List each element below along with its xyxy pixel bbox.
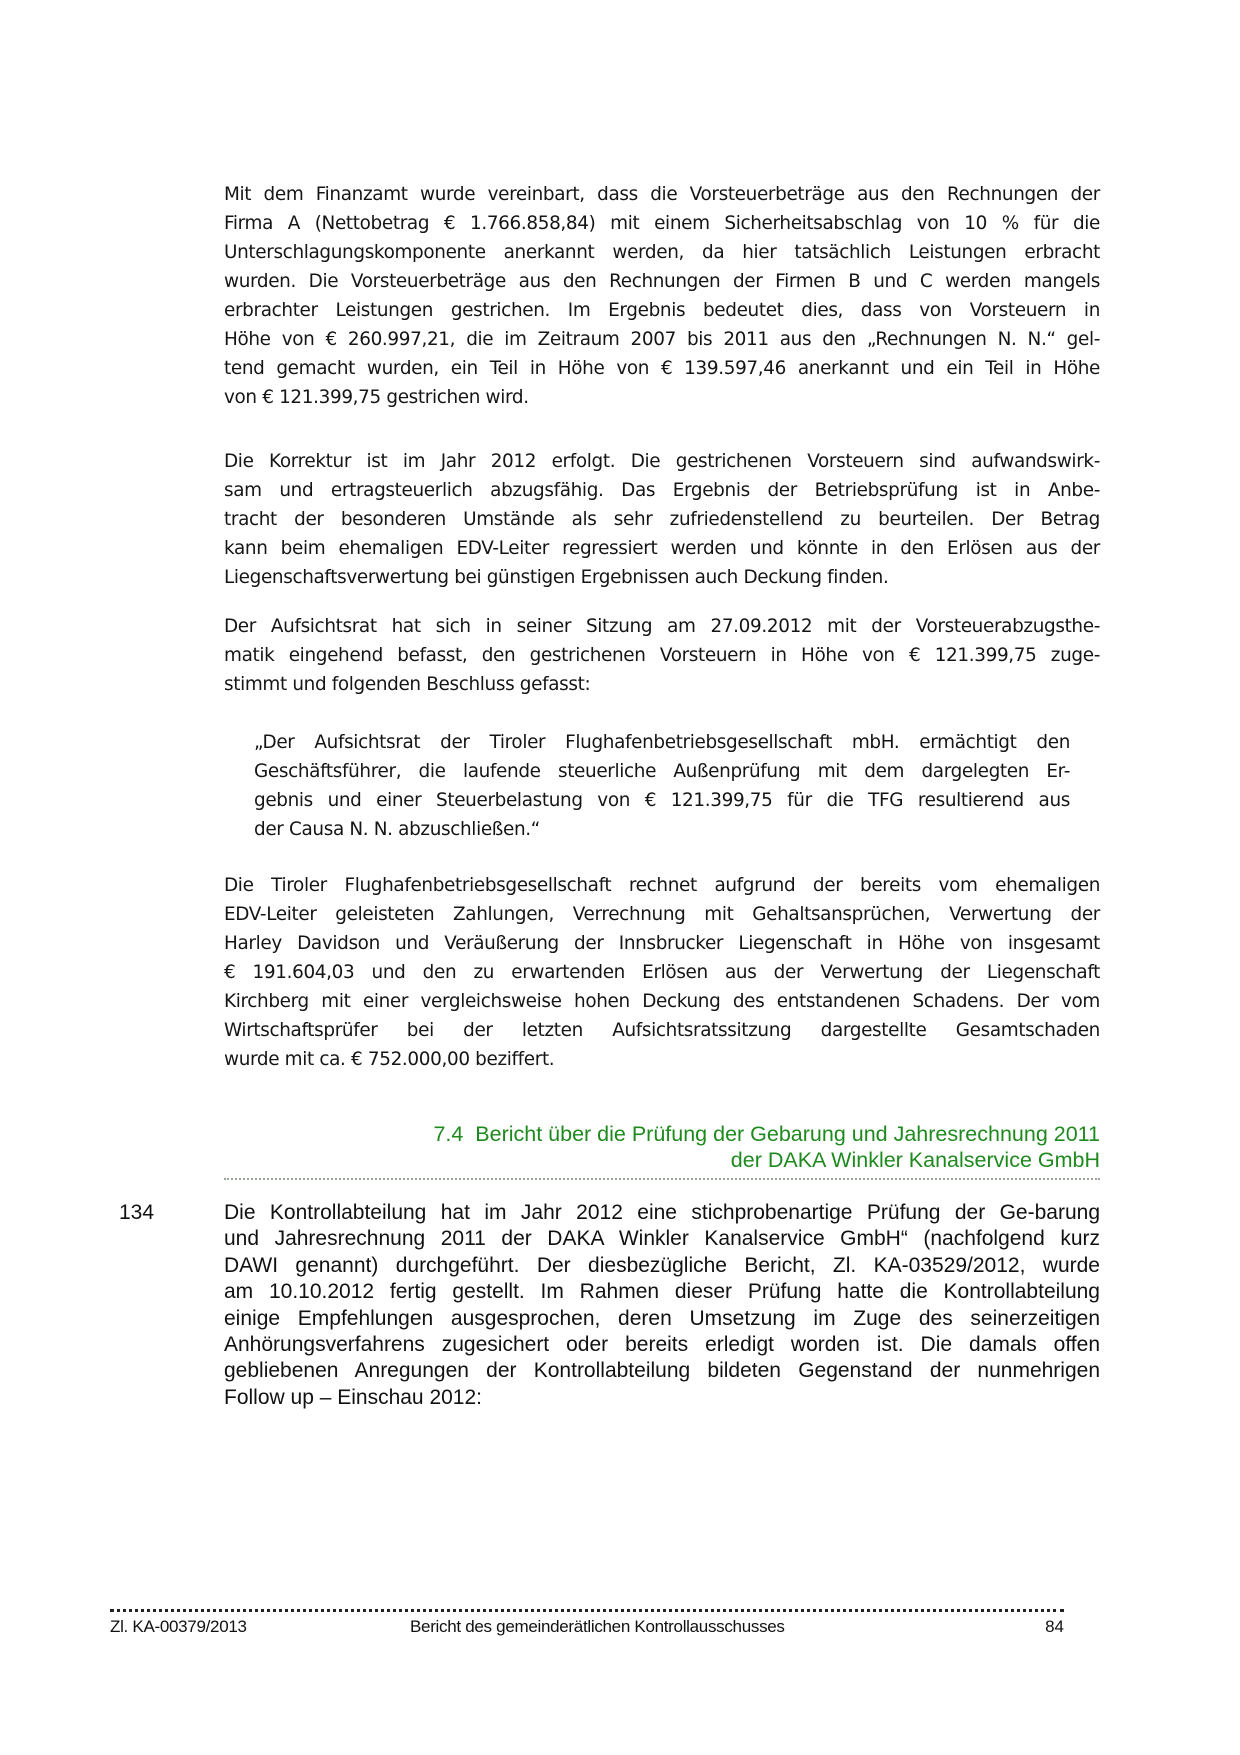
text-line: Follow up – Einschau 2012: bbox=[224, 1385, 482, 1409]
text-line: stimmt und folgenden Beschluss gefasst: bbox=[224, 674, 591, 695]
text-line: Mit dem Finanzamt wurde vereinbart, dass die Vorsteuerbeträge aus den Rechnungen der bbox=[224, 184, 1100, 205]
text-line: matik eingehend befasst, den gestrichenen Vorsteuern in Höhe von € 121.399,75 zuge- bbox=[224, 645, 1100, 666]
section-heading-line: der DAKA Winkler Kanalservice GmbH bbox=[730, 1148, 1100, 1172]
page-number: 84 bbox=[1045, 1617, 1064, 1636]
text-line: kann beim ehemaligen EDV-Leiter regressiert werden und könnte in den Erlösen aus der bbox=[224, 538, 1100, 559]
paragraph-aufsichtsrat bbox=[224, 612, 1100, 699]
text-line: „Der Aufsichtsrat der Tiroler Flughafenbetriebsgesellschaft mbH. ermächtigt den bbox=[254, 732, 1070, 753]
text-line: am 10.10.2012 fertig gestellt. Im Rahmen dieser Prüfung hatte die Kontrollabteilung bbox=[224, 1280, 1100, 1304]
text-line: sam und ertragsteuerlich abzugsfähig. Das Ergebnis der Betriebsprüfung ist in Anbe- bbox=[224, 480, 1100, 501]
text-line: von € 121.399,75 gestrichen wird. bbox=[224, 387, 529, 408]
resolution-quote bbox=[254, 728, 1070, 844]
text-line: Harley Davidson und Veräußerung der Innsbrucker Liegenschaft in Höhe von insgesamt bbox=[224, 933, 1100, 954]
paragraph-kontrollabteilung bbox=[224, 1200, 1100, 1411]
paragraph-number: 134 bbox=[119, 1201, 155, 1224]
text-line: Kirchberg mit einer vergleichsweise hohen Deckung des entstandenen Schadens. Der vom bbox=[224, 991, 1100, 1012]
text-line: Die Kontrollabteilung hat im Jahr 2012 eine stichprobenartige Prüfung der Ge-barung bbox=[224, 1201, 1100, 1224]
text-line: tracht der besonderen Umstände als sehr zufriedenstellend zu beurteilen. Der Betrag bbox=[224, 509, 1100, 530]
section-divider bbox=[224, 1178, 1100, 1180]
footer-title: Bericht des gemeinderätlichen Kontrollausschusses bbox=[410, 1617, 785, 1636]
text-line: € 191.604,03 und den zu erwartenden Erlösen aus der Verwertung der Liegenschaft bbox=[224, 962, 1100, 983]
text-line: Anhörungsverfahrens zugesichert oder bereits erledigt worden ist. Die damals offen bbox=[224, 1333, 1100, 1357]
text-line: wurde mit ca. € 752.000,00 beziffert. bbox=[224, 1049, 555, 1070]
footer-divider bbox=[110, 1609, 1064, 1612]
text-line: Unterschlagungskomponente anerkannt werden, da hier tatsächlich Leistungen erbracht bbox=[224, 242, 1100, 263]
text-line: EDV-Leiter geleisteten Zahlungen, Verrechnung mit Gehaltsansprüchen, Verwertung der bbox=[224, 904, 1100, 925]
text-line: einige Empfehlungen ausgesprochen, deren Umsetzung im Zuge des seinerzeitigen bbox=[224, 1306, 1100, 1330]
text-line: Der Aufsichtsrat hat sich in seiner Sitzung am 27.09.2012 mit der Vorsteuerabzugsthe- bbox=[224, 616, 1100, 637]
section-heading-line: 7.4 Bericht über die Prüfung der Gebarung und Jahresrechnung 2011 bbox=[433, 1122, 1100, 1146]
text-line: DAWI genannt) durchgeführt. Der diesbezügliche Bericht, Zl. KA-03529/2012, wurde bbox=[224, 1253, 1100, 1277]
text-line: und Jahresrechnung 2011 der DAKA Winkler Kanalservice GmbH“ (nachfolgend kurz bbox=[224, 1227, 1100, 1251]
paragraph-damage-coverage bbox=[224, 871, 1100, 1074]
text-line: erbrachter Leistungen gestrichen. Im Ergebnis bedeutet dies, dass von Vorsteuern in bbox=[224, 300, 1100, 321]
text-line: Liegenschaftsverwertung bei günstigen Ergebnissen auch Deckung finden. bbox=[224, 567, 889, 588]
text-line: tend gemacht wurden, ein Teil in Höhe von € 139.597,46 anerkannt und ein Teil in Höhe bbox=[224, 358, 1100, 379]
text-line: Firma A (Nettobetrag € 1.766.858,84) mit einem Sicherheitsabschlag von 10 % für die bbox=[224, 213, 1100, 234]
text-line: wurden. Die Vorsteuerbeträge aus den Rechnungen der Firmen B und C werden mangels bbox=[224, 271, 1100, 292]
text-line: Wirtschaftsprüfer bei der letzten Aufsichtsratssitzung dargestellte Gesamtschaden bbox=[224, 1020, 1100, 1041]
text-line: gebnis und einer Steuerbelastung von € 121.399,75 für die TFG resultierend aus bbox=[254, 790, 1070, 811]
paragraph-korrektur bbox=[224, 447, 1100, 592]
paragraph-finanzamt-agreement bbox=[224, 180, 1100, 412]
text-line: Geschäftsführer, die laufende steuerliche Außenprüfung mit dem dargelegten Er- bbox=[254, 761, 1070, 782]
text-line: Die Tiroler Flughafenbetriebsgesellschaft rechnet aufgrund der bereits vom ehemaligen bbox=[224, 875, 1100, 896]
text-line: der Causa N. N. abzuschließen.“ bbox=[254, 819, 540, 840]
section-heading bbox=[330, 1121, 1100, 1173]
text-line: gebliebenen Anregungen der Kontrollabteilung bildeten Gegenstand der nunmehrigen bbox=[224, 1359, 1100, 1383]
footer-reference: Zl. KA-00379/2013 bbox=[110, 1617, 247, 1636]
text-line: Die Korrektur ist im Jahr 2012 erfolgt. Die gestrichenen Vorsteuern sind aufwandswirk- bbox=[224, 451, 1100, 472]
text-line: Höhe von € 260.997,21, die im Zeitraum 2007 bis 2011 aus den „Rechnungen N. N.“ gel- bbox=[224, 329, 1100, 350]
